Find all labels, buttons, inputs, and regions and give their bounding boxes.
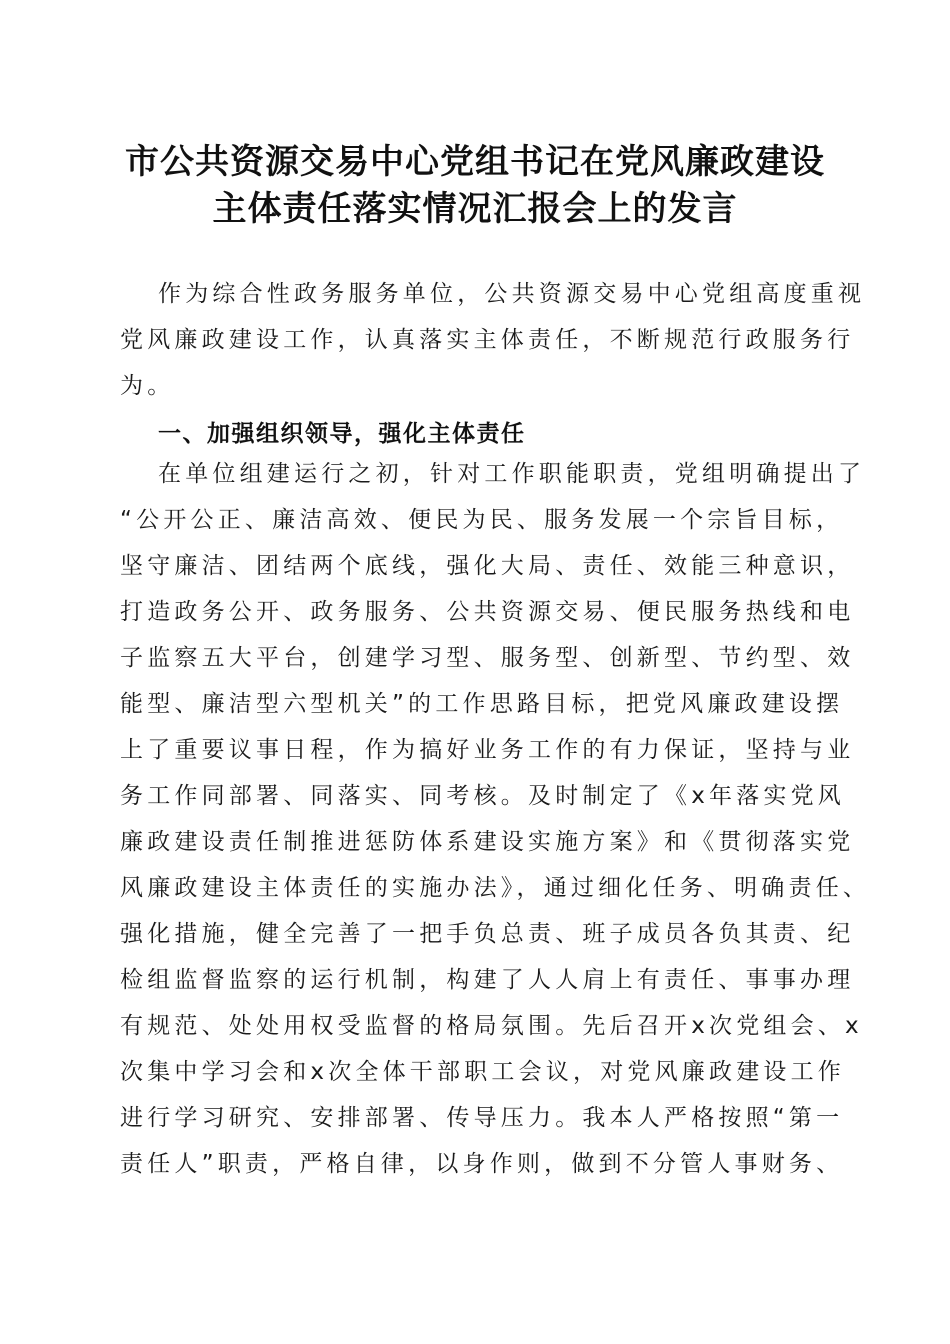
paragraph-line: 进行学习研究、安排部署、传导压力。我本人严格按照“第一 [120, 1105, 844, 1131]
document-title-line-2: 主体责任落实情况汇报会上的发言 [212, 189, 738, 229]
paragraph-line: 务工作同部署、同落实、同考核。及时制定了《x年落实党风 [120, 783, 846, 809]
paragraph-line: 在单位组建运行之初，针对工作职能职责，党组明确提出了 [158, 461, 866, 487]
paragraph-line: 检组监督监察的运行机制，构建了人人肩上有责任、事事办理 [120, 967, 855, 993]
paragraph-line: 子监察五大平台，创建学习型、服务型、创新型、节约型、效 [120, 645, 855, 671]
intro-line: 为。 [120, 373, 175, 399]
paragraph-line: 上了重要议事日程，作为搞好业务工作的有力保证，坚持与业 [120, 737, 855, 763]
paragraph-line: 风廉政建设主体责任的实施办法》，通过细化任务、明确责任、 [120, 875, 871, 901]
paragraph-line: 廉政建设责任制推进惩防体系建设实施方案》和《贯彻落实党 [120, 829, 855, 855]
section-heading: 一、加强组织领导，强化主体责任 [158, 421, 526, 447]
paragraph-line: 强化措施，健全完善了一把手负总责、班子成员各负其责、纪 [120, 921, 855, 947]
paragraph-line: 次集中学习会和x次全体干部职工会议，对党风廉政建设工作 [120, 1059, 846, 1085]
document-title-line-1: 市公共资源交易中心党组书记在党风廉政建设 [125, 142, 825, 182]
intro-line: 党风廉政建设工作，认真落实主体责任，不断规范行政服务行 [120, 327, 855, 353]
paragraph-line: “公开公正、廉洁高效、便民为民、服务发展一个宗旨目标， [120, 507, 844, 533]
paragraph-line: 坚守廉洁、团结两个底线，强化大局、责任、效能三种意识， [120, 553, 855, 579]
paragraph-line: 打造政务公开、政务服务、公共资源交易、便民服务热线和电 [120, 599, 855, 625]
intro-line: 作为综合性政务服务单位，公共资源交易中心党组高度重视 [158, 281, 866, 307]
paragraph-line: 责任人”职责，严格自律，以身作则，做到不分管人事财务、 [120, 1151, 844, 1177]
paragraph-line: 有规范、处处用权受监督的格局氛围。先后召开x次党组会、x [120, 1013, 863, 1039]
paragraph-line: 能型、廉洁型六型机关”的工作思路目标，把党风廉政建设摆 [120, 691, 844, 717]
